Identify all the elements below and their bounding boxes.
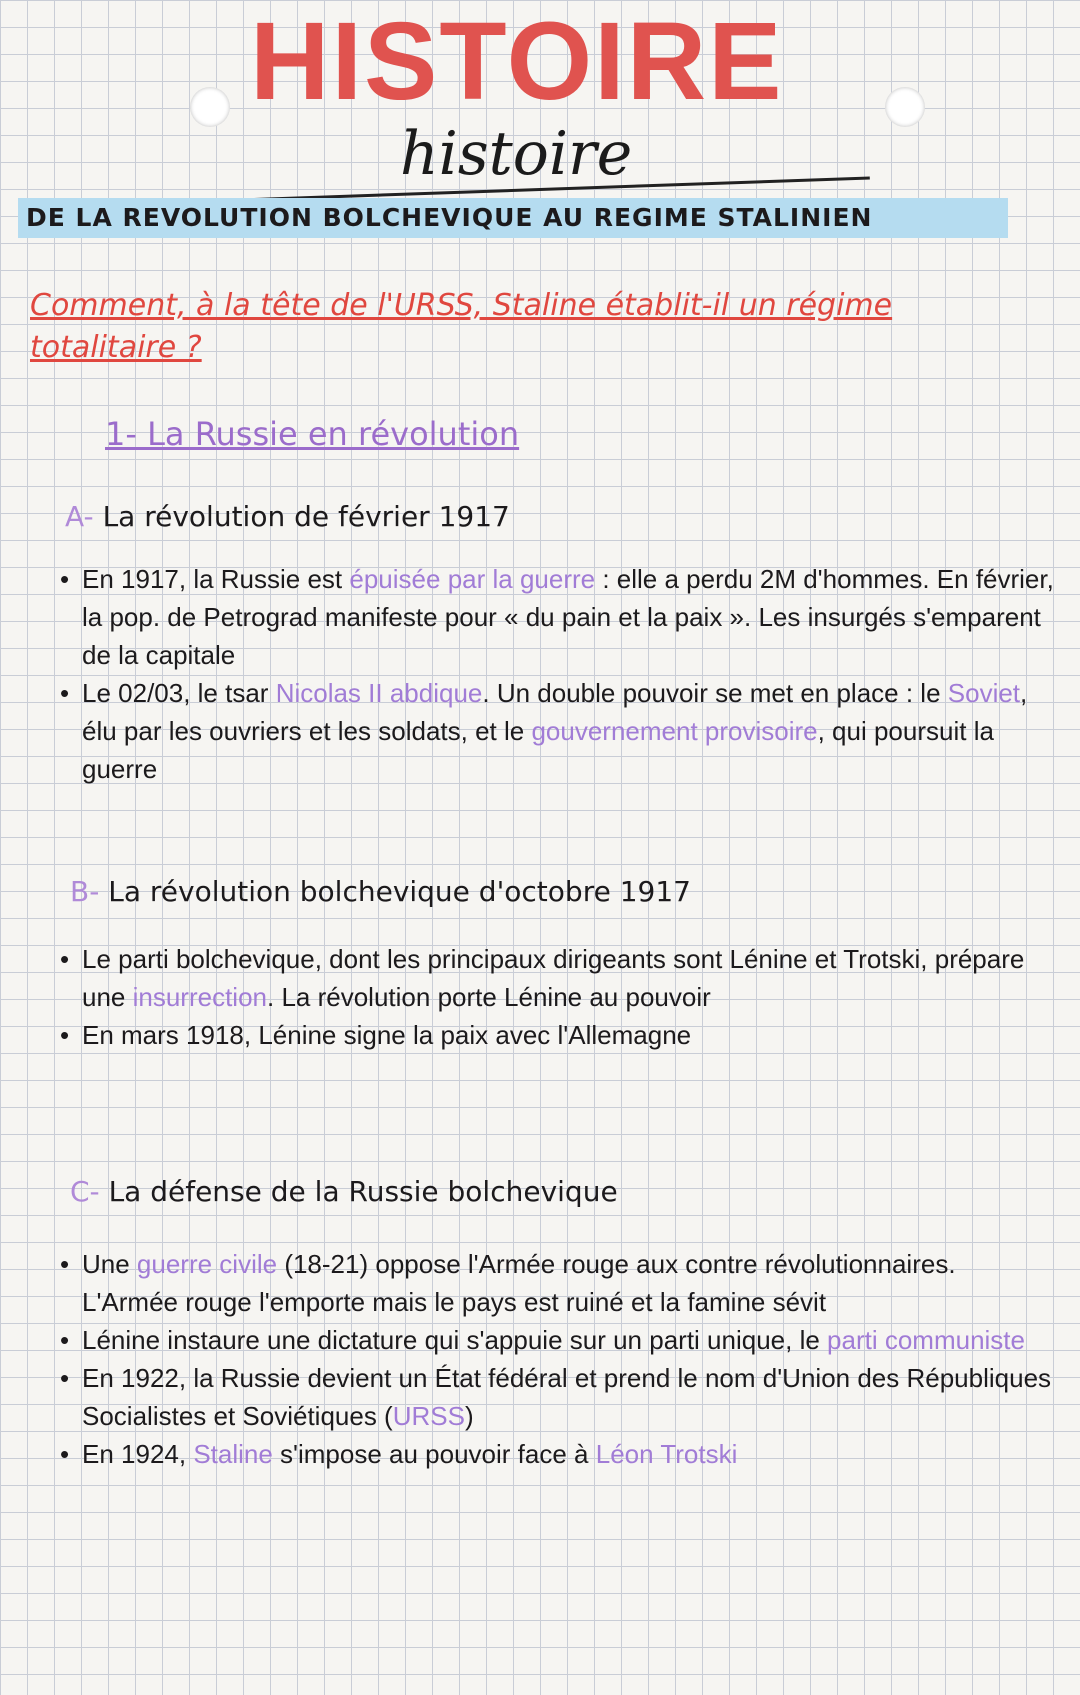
highlighted-term: URSS <box>392 1401 465 1431</box>
section-letter: C- <box>70 1175 100 1208</box>
title-script: histoire <box>400 119 633 189</box>
highlighted-term: parti communiste <box>827 1325 1025 1355</box>
chapter-banner: DE LA REVOLUTION BOLCHEVIQUE AU REGIME STALINIEN <box>18 198 1008 238</box>
highlighted-term: Léon Trotski <box>595 1439 738 1469</box>
section-title: La révolution de février 1917 <box>102 500 510 533</box>
section-b-bullets <box>60 940 1055 1054</box>
highlighted-term: gouvernement provisoire <box>531 716 818 746</box>
bullet-text: Lénine instaure une dictature qui s'appuie sur un parti unique, le <box>82 1325 828 1355</box>
bullet-text: En 1917, la Russie est <box>82 564 350 594</box>
bullet-text: : elle a perdu 2M d'hommes. En février, la pop. de Petrograd manifeste pour « du pain et la paix ». Les insurgés s'emparent de la capitale <box>82 564 1054 670</box>
bullet-text: En 1924, <box>82 1439 194 1469</box>
bullet-point <box>60 1321 1055 1359</box>
bullet-text: Une <box>82 1249 137 1279</box>
bullet-text: , élu par les ouvriers et les soldats, et le <box>82 678 1028 746</box>
bullet-point <box>60 560 1055 674</box>
section-title: La révolution bolchevique d'octobre 1917 <box>108 875 691 908</box>
bullet-text: ) <box>464 1401 474 1431</box>
bullet-point <box>60 674 1055 788</box>
section-c-bullets <box>60 1245 1055 1473</box>
bullet-point <box>60 1016 1055 1054</box>
section-letter: B- <box>70 875 100 908</box>
highlighted-term: insurrection <box>132 982 268 1012</box>
bullet-text: (18-21) oppose l'Armée rouge aux contre révolutionnaires. L'Armée rouge l'emporte mais le pays est ruiné et la famine sévit <box>82 1249 956 1317</box>
bullet-point <box>60 940 1055 1016</box>
highlighted-term: Soviet <box>947 678 1021 708</box>
binder-hole-left <box>190 87 230 127</box>
section-a-bullets <box>60 560 1055 788</box>
binder-hole-right <box>885 87 925 127</box>
problem-question: Comment, à la tête de l'URSS, Staline établit-il un régime totalitaire ? <box>30 288 893 365</box>
section-heading-c <box>70 1175 618 1208</box>
section-letter: A- <box>65 500 94 533</box>
section-heading-a <box>65 500 510 533</box>
bullet-text: s'impose au pouvoir face à <box>272 1439 596 1469</box>
bullet-text: Le 02/03, le tsar <box>82 678 276 708</box>
bullet-point <box>60 1435 1055 1473</box>
bullet-text: , qui poursuit la guerre <box>82 716 994 784</box>
bullet-text: En mars 1918, Lénine signe la paix avec l'Allemagne <box>82 1020 692 1050</box>
section-heading-b <box>70 875 691 908</box>
title-block-letters: HISTOIRE <box>250 0 784 123</box>
bullet-point <box>60 1245 1055 1321</box>
highlighted-term: Nicolas II abdique <box>275 678 483 708</box>
highlighted-term: Staline <box>193 1439 273 1469</box>
bullet-text: En 1922, la Russie devient un État fédéral et prend le nom d'Union des Républiques Socialistes et Soviétiques ( <box>82 1363 1052 1431</box>
bullet-text: . La révolution porte Lénine au pouvoir <box>267 982 711 1012</box>
highlighted-term: guerre civile <box>136 1249 278 1279</box>
part-heading: 1- La Russie en révolution <box>105 415 520 453</box>
section-title: La défense de la Russie bolchevique <box>108 1175 618 1208</box>
bullet-text: . Un double pouvoir se met en place : le <box>482 678 948 708</box>
highlighted-term: épuisée par la guerre <box>349 564 596 594</box>
page-title <box>250 0 870 195</box>
bullet-text: Le parti bolchevique, dont les principaux dirigeants sont Lénine et Trotski, prépare une <box>82 944 1025 1012</box>
bullet-point <box>60 1359 1055 1435</box>
